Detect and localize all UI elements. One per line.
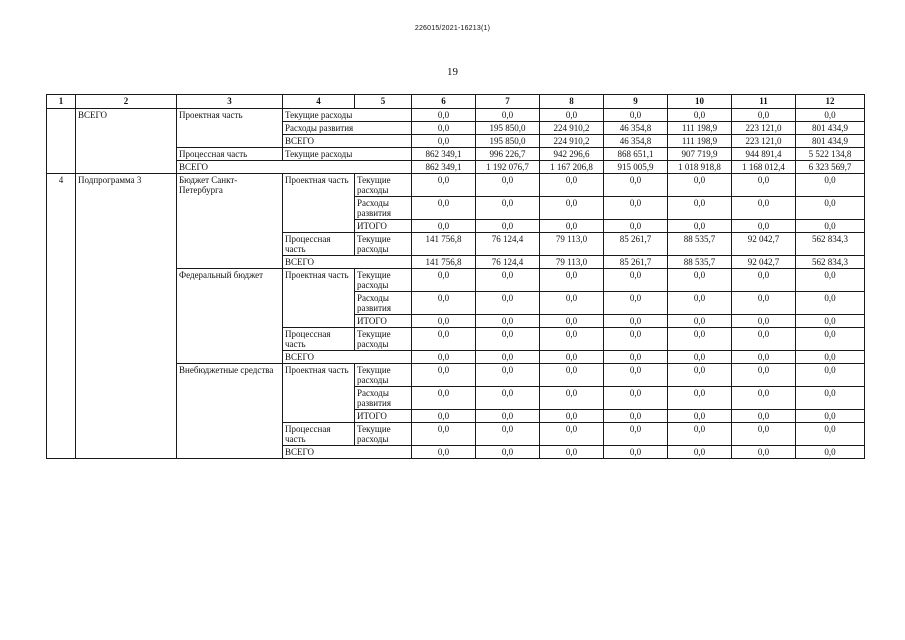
cost-type-cell: ИТОГО: [355, 410, 412, 423]
part-cell: Проектная часть: [283, 174, 355, 233]
value-cell: 76 124,4: [476, 233, 540, 256]
value-cell: 1 192 076,7: [476, 161, 540, 174]
value-cell: 111 198,9: [668, 135, 732, 148]
value-cell: 0,0: [476, 174, 540, 197]
value-cell: 0,0: [796, 351, 865, 364]
value-cell: 224 910,2: [540, 122, 604, 135]
value-cell: 0,0: [668, 269, 732, 292]
cost-type-cell: Текущие расходы: [355, 233, 412, 256]
value-cell: 907 719,9: [668, 148, 732, 161]
value-cell: 0,0: [668, 109, 732, 122]
value-cell: 0,0: [732, 328, 796, 351]
value-cell: 0,0: [412, 364, 476, 387]
value-cell: 0,0: [604, 174, 668, 197]
value-cell: 0,0: [732, 423, 796, 446]
column-header: 3: [177, 95, 283, 109]
value-cell: 0,0: [604, 220, 668, 233]
value-cell: 0,0: [604, 328, 668, 351]
part-cell: Проектная часть: [177, 109, 283, 148]
funding-source-cell: Бюджет Санкт-Петербурга: [177, 174, 283, 269]
value-cell: 0,0: [732, 364, 796, 387]
value-cell: 0,0: [668, 220, 732, 233]
part-cell: Процессная часть: [283, 328, 355, 351]
column-header: 8: [540, 95, 604, 109]
value-cell: 0,0: [732, 292, 796, 315]
value-cell: 0,0: [796, 446, 865, 459]
value-cell: 223 121,0: [732, 135, 796, 148]
value-cell: 0,0: [412, 197, 476, 220]
value-cell: 0,0: [668, 351, 732, 364]
value-cell: 0,0: [476, 197, 540, 220]
page-number: 19: [447, 66, 458, 78]
value-cell: 0,0: [540, 364, 604, 387]
cost-type-cell: Расходы развития: [355, 387, 412, 410]
value-cell: 92 042,7: [732, 256, 796, 269]
value-cell: 0,0: [540, 220, 604, 233]
value-cell: 0,0: [412, 174, 476, 197]
value-cell: 0,0: [668, 423, 732, 446]
value-cell: 0,0: [412, 351, 476, 364]
column-header: 6: [412, 95, 476, 109]
value-cell: 0,0: [668, 174, 732, 197]
value-cell: 0,0: [668, 410, 732, 423]
value-cell: 801 434,9: [796, 122, 865, 135]
value-cell: 0,0: [476, 423, 540, 446]
cost-type-cell: Текущие расходы: [283, 109, 412, 122]
part-cell: Проектная часть: [283, 269, 355, 328]
document-id: 226015/2021-16213(1): [414, 25, 491, 32]
value-cell: 0,0: [540, 292, 604, 315]
value-cell: 0,0: [412, 423, 476, 446]
value-cell: 0,0: [668, 364, 732, 387]
value-cell: 0,0: [540, 410, 604, 423]
value-cell: 0,0: [540, 315, 604, 328]
value-cell: 85 261,7: [604, 233, 668, 256]
value-cell: 1 018 918,8: [668, 161, 732, 174]
value-cell: 0,0: [540, 328, 604, 351]
row-number-cell: 4: [47, 174, 76, 459]
value-cell: 0,0: [732, 315, 796, 328]
value-cell: 0,0: [796, 269, 865, 292]
value-cell: 76 124,4: [476, 256, 540, 269]
value-cell: 0,0: [476, 446, 540, 459]
value-cell: 0,0: [476, 269, 540, 292]
value-cell: 223 121,0: [732, 122, 796, 135]
cost-type-cell: Текущие расходы: [355, 328, 412, 351]
value-cell: 996 226,7: [476, 148, 540, 161]
value-cell: 0,0: [540, 269, 604, 292]
total-label-cell: ВСЕГО: [177, 161, 412, 174]
value-cell: 0,0: [796, 364, 865, 387]
value-cell: 1 167 206,8: [540, 161, 604, 174]
cost-type-cell: Расходы развития: [355, 197, 412, 220]
value-cell: 0,0: [732, 174, 796, 197]
value-cell: 0,0: [412, 410, 476, 423]
column-number-row: [47, 95, 865, 109]
value-cell: 0,0: [604, 351, 668, 364]
cost-type-cell: ИТОГО: [355, 220, 412, 233]
budget-table: [46, 94, 865, 459]
value-cell: 0,0: [476, 220, 540, 233]
value-cell: 562 834,3: [796, 256, 865, 269]
value-cell: 0,0: [668, 328, 732, 351]
value-cell: 0,0: [604, 315, 668, 328]
value-cell: 0,0: [476, 410, 540, 423]
value-cell: 0,0: [668, 446, 732, 459]
value-cell: 0,0: [412, 328, 476, 351]
value-cell: 0,0: [732, 410, 796, 423]
program-cell: Подпрограмма 3: [76, 174, 177, 459]
value-cell: 0,0: [604, 423, 668, 446]
value-cell: 0,0: [796, 387, 865, 410]
value-cell: 915 005,9: [604, 161, 668, 174]
value-cell: 92 042,7: [732, 233, 796, 256]
value-cell: 1 168 012,4: [732, 161, 796, 174]
value-cell: 0,0: [732, 269, 796, 292]
value-cell: 0,0: [796, 109, 865, 122]
value-cell: 944 891,4: [732, 148, 796, 161]
value-cell: 0,0: [540, 109, 604, 122]
total-label-cell: ВСЕГО: [283, 256, 412, 269]
value-cell: 862 349,1: [412, 161, 476, 174]
value-cell: 195 850,0: [476, 122, 540, 135]
cost-type-cell: Расходы развития: [283, 122, 412, 135]
column-header: 11: [732, 95, 796, 109]
value-cell: 0,0: [412, 109, 476, 122]
value-cell: 0,0: [668, 315, 732, 328]
value-cell: 0,0: [412, 122, 476, 135]
value-cell: 0,0: [796, 423, 865, 446]
value-cell: 0,0: [604, 410, 668, 423]
value-cell: 0,0: [796, 197, 865, 220]
column-header: 10: [668, 95, 732, 109]
value-cell: 0,0: [668, 292, 732, 315]
value-cell: 0,0: [796, 174, 865, 197]
column-header: 1: [47, 95, 76, 109]
cost-type-cell: Текущие расходы: [355, 174, 412, 197]
value-cell: 0,0: [796, 328, 865, 351]
value-cell: 0,0: [412, 269, 476, 292]
value-cell: 868 651,1: [604, 148, 668, 161]
value-cell: 0,0: [604, 364, 668, 387]
value-cell: 0,0: [540, 446, 604, 459]
value-cell: 0,0: [796, 220, 865, 233]
value-cell: 0,0: [796, 315, 865, 328]
value-cell: 0,0: [476, 387, 540, 410]
value-cell: 0,0: [732, 197, 796, 220]
value-cell: 0,0: [604, 269, 668, 292]
cost-type-cell: Текущие расходы: [355, 364, 412, 387]
value-cell: 0,0: [604, 109, 668, 122]
value-cell: 46 354,8: [604, 122, 668, 135]
value-cell: 141 756,8: [412, 256, 476, 269]
part-cell: Процессная часть: [177, 148, 283, 161]
value-cell: 562 834,3: [796, 233, 865, 256]
value-cell: 141 756,8: [412, 233, 476, 256]
cost-type-cell: Текущие расходы: [283, 148, 412, 161]
value-cell: 0,0: [668, 197, 732, 220]
value-cell: 0,0: [540, 387, 604, 410]
cost-type-cell: ИТОГО: [355, 315, 412, 328]
value-cell: 6 323 569,7: [796, 161, 865, 174]
value-cell: 0,0: [732, 220, 796, 233]
table-row: [47, 174, 865, 197]
value-cell: 0,0: [604, 387, 668, 410]
cost-type-cell: Текущие расходы: [355, 423, 412, 446]
value-cell: 0,0: [540, 197, 604, 220]
value-cell: 195 850,0: [476, 135, 540, 148]
value-cell: 85 261,7: [604, 256, 668, 269]
cost-type-cell: Текущие расходы: [355, 269, 412, 292]
value-cell: 862 349,1: [412, 148, 476, 161]
value-cell: 942 296,6: [540, 148, 604, 161]
value-cell: 0,0: [476, 315, 540, 328]
value-cell: 0,0: [476, 328, 540, 351]
value-cell: 0,0: [732, 387, 796, 410]
value-cell: 0,0: [412, 135, 476, 148]
part-cell: Проектная часть: [283, 364, 355, 423]
value-cell: 0,0: [796, 292, 865, 315]
program-cell: ВСЕГО: [76, 109, 177, 174]
total-label-cell: ВСЕГО: [283, 446, 412, 459]
total-label-cell: ВСЕГО: [283, 351, 412, 364]
table-row: [47, 109, 865, 122]
value-cell: 0,0: [540, 351, 604, 364]
value-cell: 0,0: [476, 364, 540, 387]
value-cell: 0,0: [796, 410, 865, 423]
column-header: 9: [604, 95, 668, 109]
value-cell: 224 910,2: [540, 135, 604, 148]
value-cell: 5 522 134,8: [796, 148, 865, 161]
value-cell: 46 354,8: [604, 135, 668, 148]
part-cell: Процессная часть: [283, 233, 355, 256]
value-cell: 0,0: [604, 197, 668, 220]
value-cell: 0,0: [668, 387, 732, 410]
value-cell: 0,0: [604, 292, 668, 315]
column-header: 4: [283, 95, 355, 109]
value-cell: 79 113,0: [540, 233, 604, 256]
value-cell: 0,0: [412, 315, 476, 328]
part-cell: Процессная часть: [283, 423, 355, 446]
value-cell: 801 434,9: [796, 135, 865, 148]
value-cell: 0,0: [732, 109, 796, 122]
value-cell: 0,0: [476, 109, 540, 122]
value-cell: 0,0: [412, 387, 476, 410]
funding-source-cell: Внебюджетные средства: [177, 364, 283, 459]
value-cell: 0,0: [412, 446, 476, 459]
value-cell: 79 113,0: [540, 256, 604, 269]
value-cell: 0,0: [540, 423, 604, 446]
value-cell: 0,0: [732, 446, 796, 459]
value-cell: 0,0: [412, 292, 476, 315]
value-cell: 0,0: [604, 446, 668, 459]
value-cell: 0,0: [476, 292, 540, 315]
column-header: 12: [796, 95, 865, 109]
value-cell: 0,0: [476, 351, 540, 364]
cost-type-cell: ВСЕГО: [283, 135, 412, 148]
value-cell: 0,0: [540, 174, 604, 197]
value-cell: 0,0: [732, 351, 796, 364]
row-number-cell: [47, 109, 76, 174]
column-header: 7: [476, 95, 540, 109]
funding-source-cell: Федеральный бюджет: [177, 269, 283, 364]
value-cell: 111 198,9: [668, 122, 732, 135]
value-cell: 88 535,7: [668, 233, 732, 256]
column-header: 5: [355, 95, 412, 109]
value-cell: 0,0: [412, 220, 476, 233]
cost-type-cell: Расходы развития: [355, 292, 412, 315]
column-header: 2: [76, 95, 177, 109]
value-cell: 88 535,7: [668, 256, 732, 269]
